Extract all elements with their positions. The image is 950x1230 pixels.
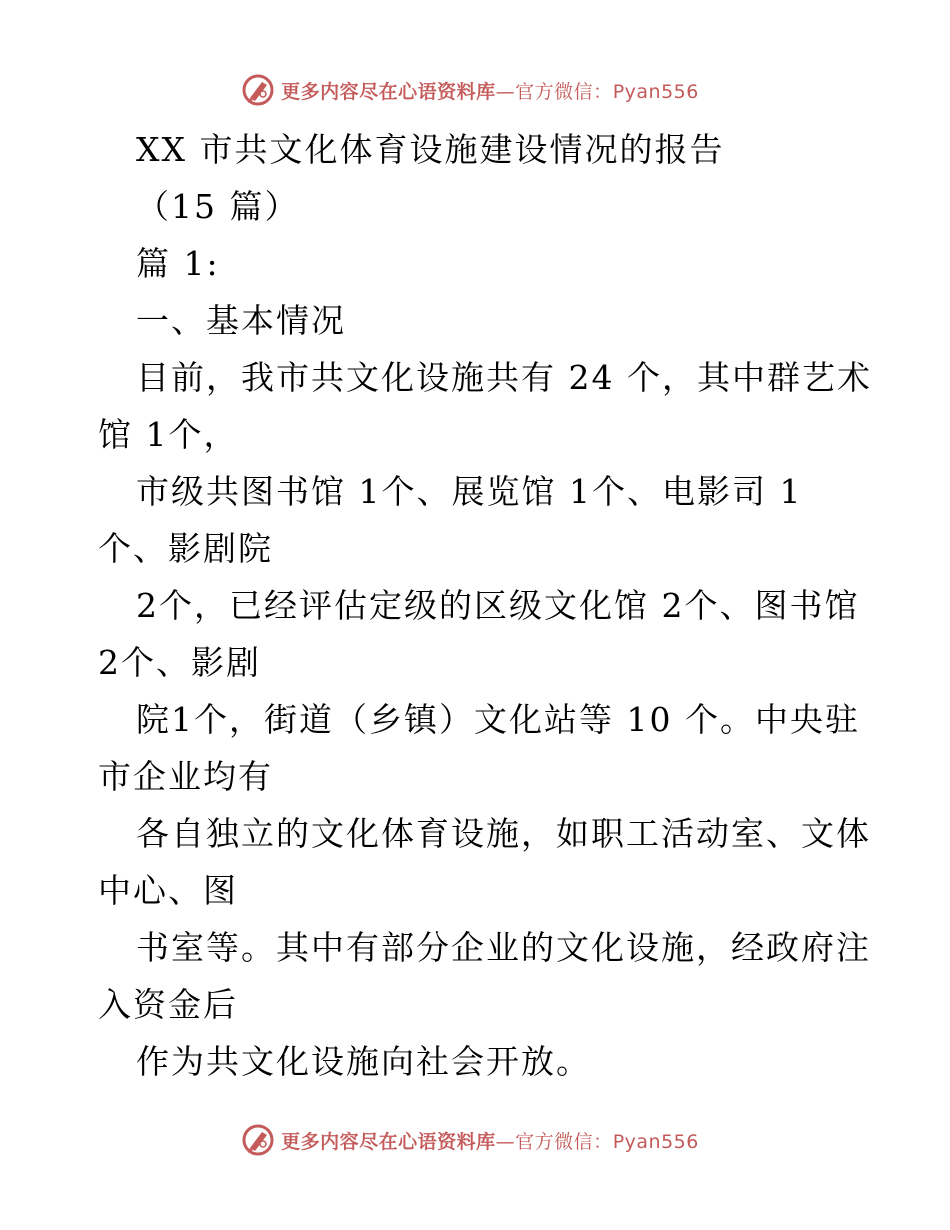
paragraph-line: 市企业均有 [98,757,273,796]
paragraph-line: 目前，我市共文化设施共有 24 个，其中群艺术 [136,358,872,397]
section-heading: 一、基本情况 [136,301,346,340]
paragraph-line: 中心、图 [98,871,238,910]
section-label: 篇 1: [136,244,220,283]
paragraph-line: 作为共文化设施向社会开放。 [136,1042,591,1081]
paragraph-line: 各自独立的文化体育设施，如职工活动室、文体 [136,814,871,853]
paragraph-line: 2个、影剧 [98,643,261,682]
paragraph-line: 市级共图书馆 1个、展览馆 1个、电影司 1 [136,472,803,511]
watermark-text: 更多内容尽在心语资料库—官方微信：Pyan556 [281,80,699,103]
footer-watermark-banner [0,1120,950,1160]
document-body [98,121,872,1090]
paragraph-line: 院1个，街道（乡镇）文化站等 10 个。中央驻 [136,700,860,739]
paragraph-line: 2个，已经评估定级的区级文化馆 2个、图书馆 [136,586,860,625]
document-subtitle: （15 篇） [136,187,300,226]
watermark-text: 更多内容尽在心语资料库—官方微信：Pyan556 [281,1130,699,1153]
paragraph-line: 个、影剧院 [98,529,273,568]
pen-logo-icon [241,1123,275,1157]
pen-logo-icon [241,73,275,107]
document-title: XX 市共文化体育设施建设情况的报告 [136,130,725,169]
paragraph-line: 馆 1个， [98,415,239,454]
paragraph-line: 入资金后 [98,985,238,1024]
paragraph-line: 书室等。其中有部分企业的文化设施，经政府注 [136,928,871,967]
header-watermark-banner [0,70,950,110]
